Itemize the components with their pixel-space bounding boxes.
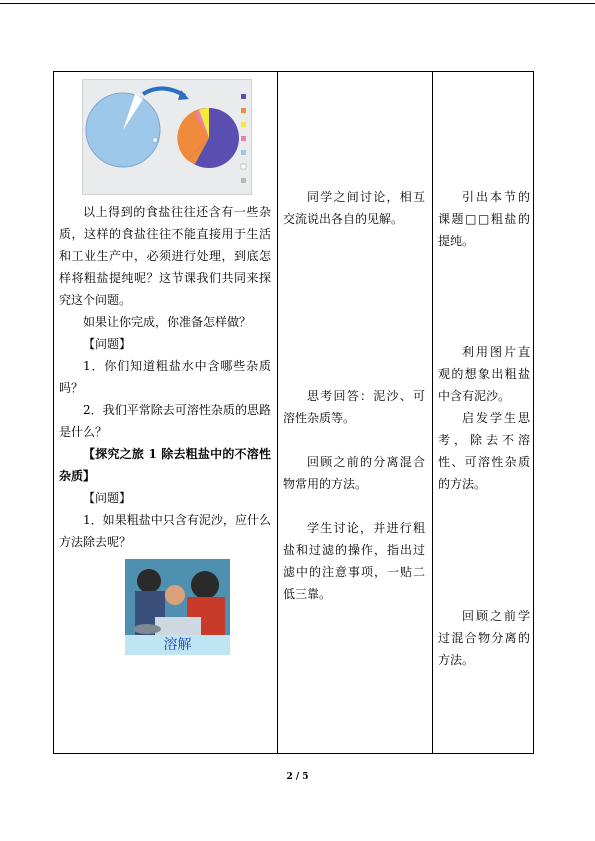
legend-swatch xyxy=(241,136,246,141)
intro-paragraph: 以上得到的食盐往往还含有一些杂质，这样的食盐往往不能直接用于生活和工业生产中，必须进行处理，到底怎样将粗盐提纯呢？这节课我们共同来探究这个问题。 xyxy=(59,205,271,307)
question-1: 1．你们知道粗盐水中含哪些杂质吗？ xyxy=(59,359,271,395)
column-activities xyxy=(59,201,271,553)
student-text-2 xyxy=(283,385,425,429)
legend-swatch xyxy=(153,138,157,142)
dissolving-photo xyxy=(125,559,230,655)
question-3: 1．如果粗盐中只含有泥沙，应什么方法除去呢？ xyxy=(59,513,271,549)
design-intent-3: 启发学生思考，除去不溶性、可溶性杂质的方法。 xyxy=(438,411,530,491)
column-divider xyxy=(432,72,433,753)
seawater-composition-figure xyxy=(82,79,252,195)
design-text-1 xyxy=(438,186,530,252)
student-text-3 xyxy=(283,451,425,495)
explore-heading: 【探究之旅 1 除去粗盐中的不溶性杂质】 xyxy=(59,447,271,483)
design-intent-1: 引出本节的课题□□粗盐的提纯。 xyxy=(438,190,530,248)
student-text-1 xyxy=(283,186,425,230)
legend-swatch xyxy=(241,150,246,155)
header-rule xyxy=(0,3,595,4)
design-intent-4: 回顾之前学过混合物分离的方法。 xyxy=(438,609,530,667)
student-activity-2: 思考回答：泥沙、可溶性杂质等。 xyxy=(283,389,425,425)
question-tag: 【问题】 xyxy=(83,491,132,505)
arrow-icon xyxy=(143,88,185,96)
pie-charts-image xyxy=(83,80,251,194)
legend-swatch xyxy=(241,164,246,169)
photo-caption: 溶解 xyxy=(125,635,230,655)
column-divider xyxy=(277,72,278,753)
legend-swatch xyxy=(241,122,246,127)
legend-swatch xyxy=(241,94,246,99)
student-text-4 xyxy=(283,517,425,605)
design-intent-2: 利用图片直观的想象出粗盐中含有泥沙。 xyxy=(438,345,530,403)
lesson-table xyxy=(53,71,534,754)
student-activity-4: 学生讨论，并进行粗盐和过滤的操作，指出过滤中的注意事项，一贴二低三靠。 xyxy=(283,521,425,601)
ask-paragraph: 如果让你完成，你准备怎样做？ xyxy=(83,315,252,329)
student-activity-1: 同学之间讨论，相互交流说出各自的见解。 xyxy=(283,190,425,226)
design-text-2 xyxy=(438,341,530,495)
legend-swatch xyxy=(241,178,246,183)
student-activity-3: 回顾之前的分离混合物常用的方法。 xyxy=(283,455,425,491)
page-number: 2 / 5 xyxy=(286,772,309,782)
legend-swatch xyxy=(153,120,157,124)
design-text-4 xyxy=(438,605,530,671)
legend-swatch xyxy=(241,108,246,113)
question-2: 2．我们平常除去可溶性杂质的思路是什么？ xyxy=(59,403,271,439)
question-tag: 【问题】 xyxy=(83,337,132,351)
